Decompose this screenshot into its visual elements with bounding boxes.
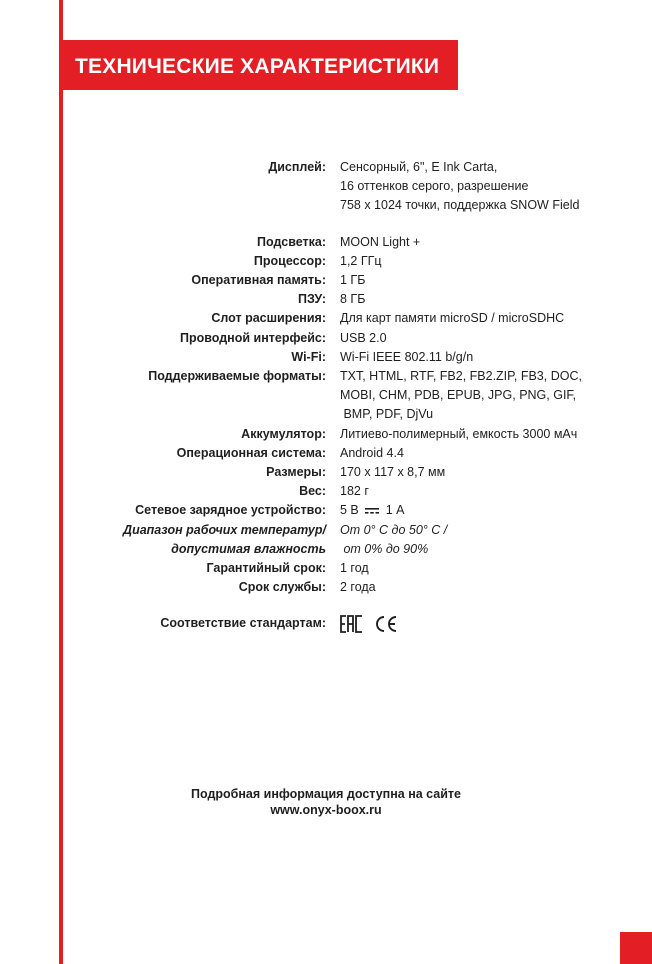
spec-row-temperature [70, 521, 630, 559]
page-title: ТЕХНИЧЕСКИЕ ХАРАКТЕРИСТИКИ [75, 55, 440, 78]
spec-value: MOON Light + [340, 234, 421, 249]
spec-value [340, 501, 630, 520]
spec-row-os [70, 444, 630, 463]
spec-label-line: Диапазон рабочих температур/ [123, 522, 326, 537]
spec-value [340, 158, 630, 216]
dc-current-icon [365, 507, 379, 515]
spec-row-formats [70, 367, 630, 425]
spec-value-line: 758 x 1024 точки, поддержка SNOW Field [340, 198, 580, 213]
spec-value: USB 2.0 [340, 330, 387, 345]
spec-label: Проводной интерфейс: [180, 330, 326, 345]
spec-value-line: Сенсорный, 6", E Ink Carta, [340, 160, 498, 174]
eac-mark-icon [340, 615, 364, 633]
spec-label: Вес: [299, 484, 326, 499]
spec-row-display [70, 158, 630, 216]
spec-value-line: 16 оттенков серого, разрешение [340, 179, 529, 194]
spec-row-cpu [70, 252, 630, 271]
spec-label: Соответствие стандартам: [160, 616, 326, 631]
spec-row-weight [70, 482, 630, 501]
footer-text: Подробная информация доступна на сайте [191, 787, 461, 801]
spec-label [70, 521, 326, 559]
spec-label: Слот расширения: [211, 311, 326, 326]
spec-value: Android 4.4 [340, 445, 404, 460]
charger-voltage: 5 В [340, 503, 359, 518]
spec-label: Дисплей: [268, 160, 326, 174]
spec-row-lifetime [70, 578, 630, 597]
spec-row-warranty [70, 559, 630, 578]
spec-value-line: MOBI, CHM, PDB, EPUB, JPG, PNG, GIF, [340, 388, 577, 403]
spec-row-backlight [70, 233, 630, 252]
spec-row-battery [70, 425, 630, 444]
spec-value: Для карт памяти microSD / microSDHC [340, 311, 565, 326]
spec-row-wifi [70, 348, 630, 367]
spec-label: Аккумулятор: [241, 426, 326, 441]
footer-website: www.onyx-boox.ru [270, 803, 382, 817]
spec-row-charger [70, 501, 630, 520]
spec-label: Гарантийный срок: [206, 561, 326, 576]
spec-label: Размеры: [266, 465, 326, 480]
spec-value-line: от 0% до 90% [340, 541, 429, 556]
spec-row-dimensions [70, 463, 630, 482]
spec-value: 8 ГБ [340, 292, 366, 307]
spec-label: Поддерживаемые форматы: [148, 369, 326, 384]
spec-row-ram [70, 271, 630, 290]
spec-row-slot [70, 309, 630, 328]
spec-label-line: допустимая влажность [171, 541, 326, 556]
spec-value: 1,2 ГГц [340, 253, 382, 268]
spec-value [340, 521, 630, 559]
spec-value: Wi-Fi IEEE 802.11 b/g/n [340, 349, 474, 364]
spec-value: 1 ГБ [340, 273, 366, 288]
spec-value [340, 614, 630, 633]
footer-info [0, 786, 652, 818]
spec-value: Литиево-полимерный, емкость 3000 мАч [340, 426, 578, 441]
spec-label: Операционная система: [176, 445, 326, 460]
spec-value: 2 года [340, 580, 376, 595]
spec-label: Подсветка: [257, 234, 326, 249]
spec-row-wired [70, 329, 630, 348]
spec-value-line: BMP, PDF, DjVu [340, 407, 434, 422]
spec-value-line: От 0° С до 50° С / [340, 522, 448, 537]
spec-label: Процессор: [253, 253, 326, 268]
spec-label: Wi-Fi: [291, 349, 326, 364]
spec-value: 182 г [340, 484, 369, 499]
spec-value [340, 367, 630, 425]
spec-label: ПЗУ: [298, 292, 326, 307]
red-corner-square [620, 932, 652, 964]
ce-mark-icon [374, 615, 398, 633]
spec-value-line: TXT, HTML, RTF, FB2, FB2.ZIP, FB3, DOC, [340, 369, 582, 384]
spec-label: Срок службы: [238, 580, 326, 595]
charger-current: 1 А [385, 503, 405, 518]
red-margin-line [59, 0, 63, 964]
spec-label: Сетевое зарядное устройство: [135, 503, 326, 518]
spec-value: 1 год [340, 561, 369, 576]
spec-row-rom [70, 290, 630, 309]
spec-table [70, 158, 630, 634]
spec-row-standards [70, 614, 630, 633]
spec-value: 170 x 117 x 8,7 мм [340, 465, 446, 480]
spec-label: Оперативная память: [191, 273, 326, 288]
